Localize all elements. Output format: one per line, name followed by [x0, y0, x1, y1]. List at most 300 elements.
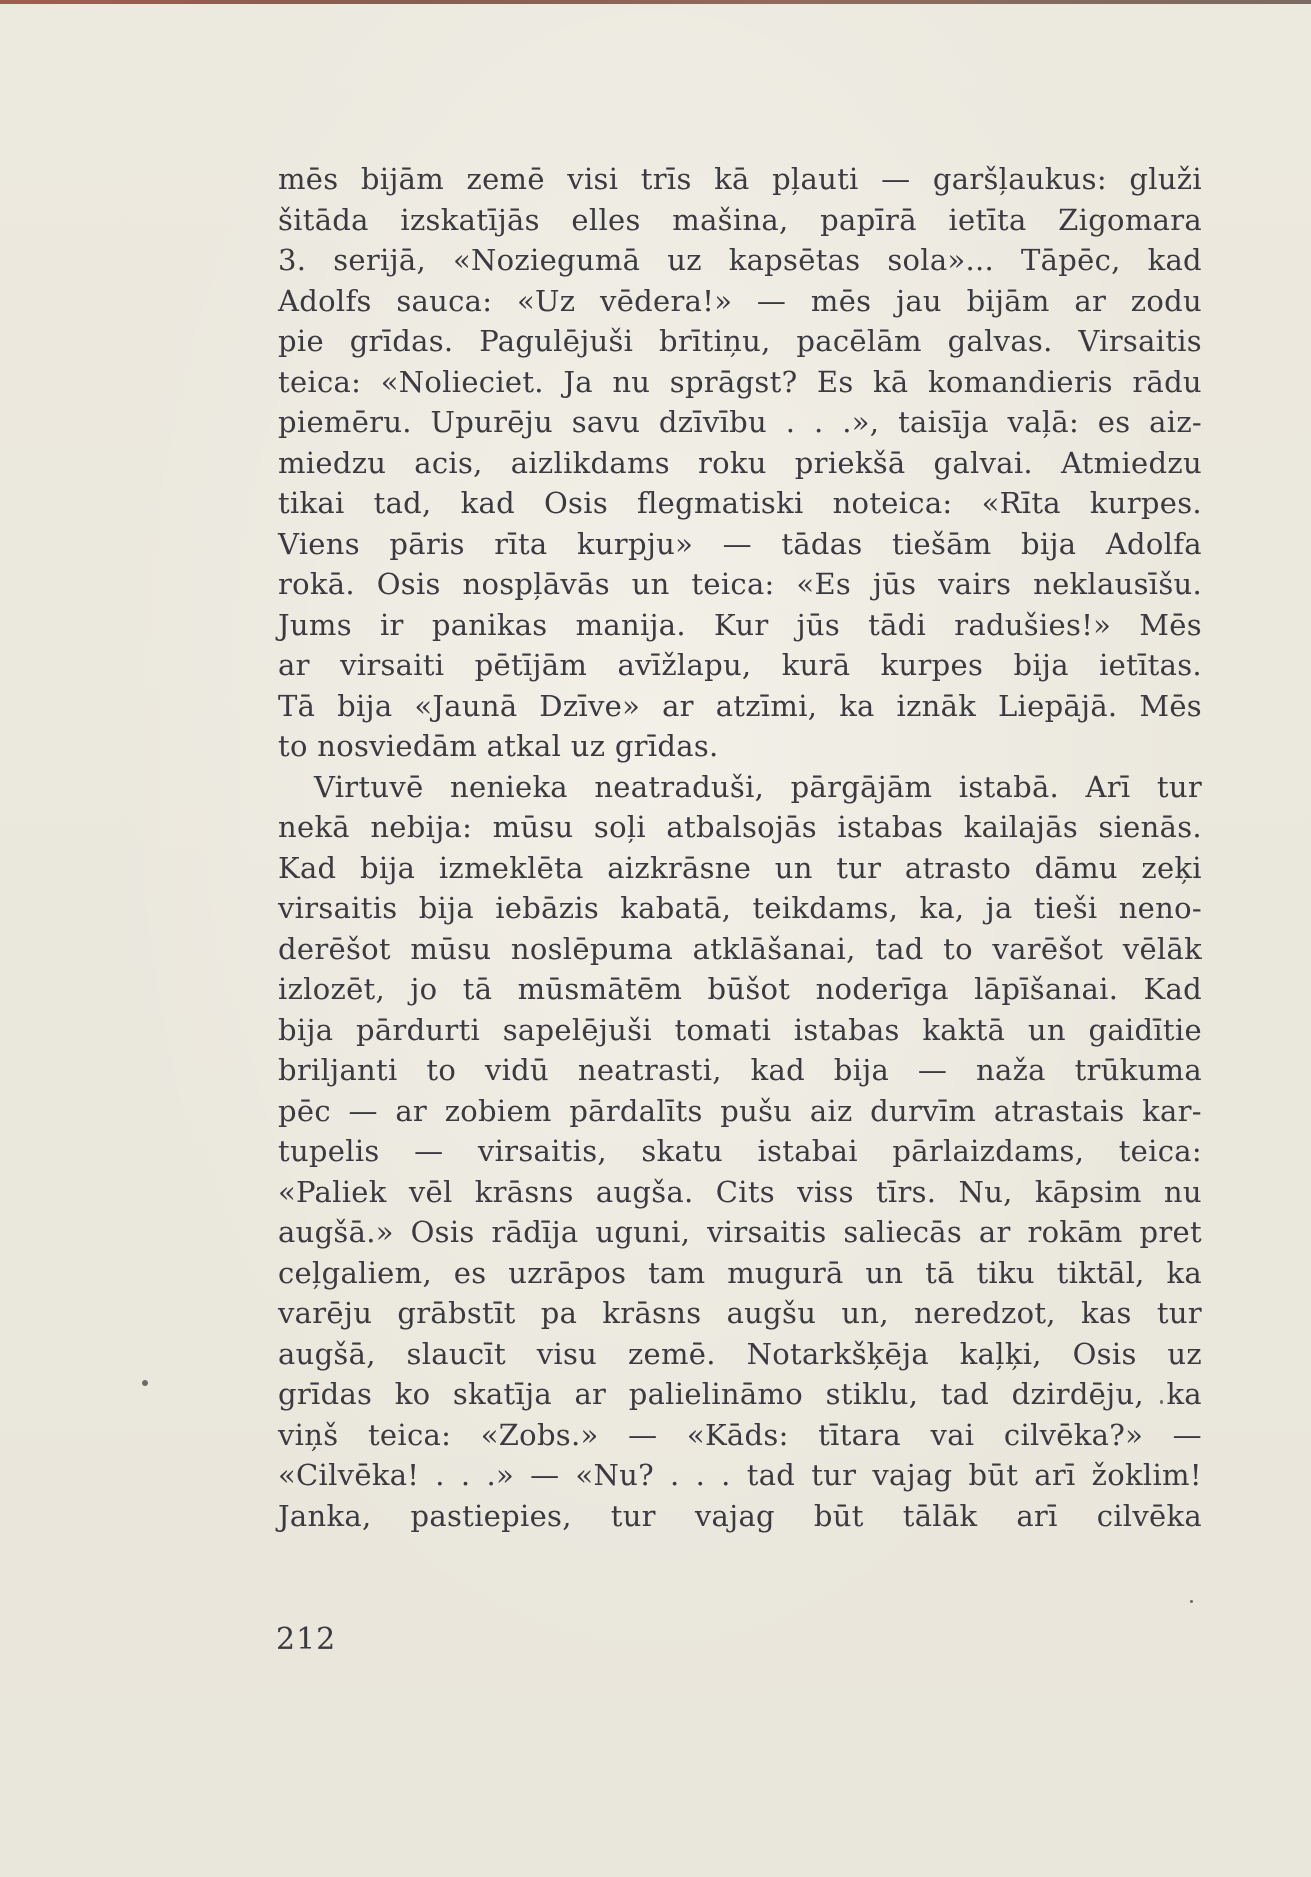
word: zeķi	[1141, 850, 1202, 885]
text-line	[278, 1215, 1202, 1256]
word: ar	[574, 1377, 607, 1411]
word: pa	[540, 1296, 578, 1330]
word: Mēs	[1139, 688, 1202, 723]
word: «Paliek	[278, 1174, 387, 1209]
word: priekšā	[794, 445, 906, 480]
text-line	[278, 324, 1202, 365]
word: «Es	[796, 567, 852, 601]
text-line	[278, 810, 1202, 851]
word: pušu	[720, 1093, 793, 1128]
word: .	[460, 1458, 471, 1492]
word: Osis	[1072, 1336, 1137, 1371]
word: —	[348, 1093, 378, 1128]
word: uz	[667, 243, 702, 277]
word: mugurā	[727, 1255, 844, 1290]
word: varēšot	[992, 931, 1104, 966]
word: gluži	[1129, 162, 1202, 196]
word: kurpju»	[576, 526, 694, 561]
word: trīs	[640, 162, 692, 196]
text-line	[278, 648, 1202, 689]
word: teica:	[367, 1417, 452, 1452]
word: ceļgaliem,	[278, 1255, 432, 1290]
word: to	[426, 1053, 457, 1087]
word: Jums	[278, 607, 352, 642]
word: uguni,	[595, 1215, 691, 1249]
word: savu	[571, 405, 641, 439]
word: trūkuma	[1074, 1053, 1202, 1087]
word: būšot	[707, 972, 791, 1006]
word: tālāk	[902, 1498, 978, 1533]
word: .	[435, 1458, 445, 1492]
word: viņš	[278, 1417, 339, 1452]
word: dzirdēju,	[1011, 1377, 1144, 1411]
word: es	[453, 1255, 487, 1290]
word: uzrāpos	[508, 1255, 627, 1290]
text-line	[278, 446, 1202, 487]
word: šitāda	[278, 202, 369, 237]
word: jūs	[872, 567, 917, 601]
word: teica:	[691, 567, 775, 601]
word: mēs	[278, 162, 339, 196]
word: vēlāk	[1122, 931, 1202, 966]
word: skatīja	[452, 1377, 552, 1411]
word: grīdas	[278, 1377, 373, 1411]
word: tad,	[373, 486, 432, 520]
word: jūs	[796, 607, 841, 642]
word: sola»...	[887, 243, 995, 277]
word: Ja	[563, 364, 593, 399]
word: Notarkšķēja	[746, 1336, 929, 1371]
word: noslēpuma	[510, 931, 674, 966]
word: arī	[1016, 1498, 1058, 1533]
word: atklāšanai,	[692, 931, 856, 966]
word: «Zobs.»	[480, 1417, 599, 1452]
word: kad	[1147, 243, 1202, 277]
word: Virsaitis	[1078, 324, 1202, 358]
word: bija	[359, 850, 416, 885]
word: .	[670, 1458, 680, 1492]
word: Cits	[715, 1174, 775, 1209]
word: kurā	[781, 648, 851, 682]
word: varēju	[278, 1296, 373, 1330]
word: viss	[797, 1174, 854, 1209]
word: istabas	[793, 1012, 900, 1047]
word: cilvēka?»	[1003, 1417, 1144, 1452]
word: atzīmi,	[715, 688, 818, 723]
word: «Cilvēka!	[278, 1458, 420, 1492]
word: tā	[925, 1255, 955, 1290]
word: .	[814, 405, 824, 439]
word: panikas	[431, 607, 548, 642]
word: aiz	[809, 1093, 853, 1128]
word: aizkrāsne	[607, 850, 752, 885]
word: —	[628, 1417, 658, 1452]
word: bijām	[360, 162, 445, 196]
word: vajag	[872, 1458, 953, 1492]
word: —	[881, 162, 911, 196]
word: bija	[418, 891, 475, 925]
word: piemēru.	[278, 405, 412, 439]
word: vidū	[484, 1053, 550, 1087]
text-line	[278, 1256, 1202, 1297]
page-number: 212	[276, 1622, 337, 1657]
word: krāsns	[474, 1174, 574, 1209]
word: teica:	[1118, 1134, 1202, 1168]
word: «Kāds:	[686, 1417, 789, 1452]
word: virsaitis	[707, 1215, 827, 1249]
word: tad	[746, 1458, 796, 1492]
word: neno-	[1118, 891, 1202, 925]
text-line	[278, 1337, 1202, 1378]
text-line	[278, 1499, 1202, 1540]
word: tieši	[1033, 891, 1098, 925]
word: tā	[462, 972, 493, 1006]
word: atrastais	[993, 1093, 1125, 1128]
word: bija	[1021, 526, 1077, 561]
word: lāpīšanai.	[974, 972, 1119, 1006]
text-line	[278, 1094, 1202, 1135]
word: pret	[1139, 1215, 1202, 1249]
word: briljanti	[278, 1053, 398, 1087]
text-line	[278, 527, 1202, 568]
text-line	[278, 1296, 1202, 1337]
word: pārdalīts	[569, 1093, 703, 1128]
text-line	[278, 689, 1202, 730]
word: būt	[813, 1498, 864, 1533]
word: Osis	[410, 1215, 475, 1249]
word: sienās.	[1098, 810, 1202, 844]
word: flegmatiski	[637, 486, 804, 520]
word: un	[631, 567, 670, 601]
word: ar	[395, 1093, 428, 1128]
word: ka	[1166, 1255, 1202, 1290]
text-line	[278, 608, 1202, 649]
word: noderīga	[815, 972, 949, 1006]
word: palielināmo	[628, 1377, 804, 1411]
body-text	[278, 162, 1202, 1539]
word: zemē.	[627, 1336, 716, 1371]
word: garšļaukus:	[932, 162, 1107, 196]
word: tur	[1156, 1296, 1202, 1330]
text-line	[278, 1013, 1202, 1054]
word: izskatījās	[400, 202, 540, 237]
text-line	[278, 932, 1202, 973]
word: rādīja	[491, 1215, 579, 1249]
word: kad	[460, 486, 515, 520]
word: «Uz	[516, 283, 576, 318]
word: neklausīšu.	[1033, 567, 1202, 601]
word: roku	[697, 445, 767, 480]
word: kāpsim	[1034, 1174, 1142, 1209]
text-line	[278, 1053, 1202, 1094]
word: kurpes.	[1089, 486, 1202, 520]
text-line	[278, 405, 1202, 446]
text-line	[278, 203, 1202, 244]
word: to	[943, 931, 973, 966]
word: augšā,	[278, 1336, 376, 1371]
word: izlozēt,	[278, 972, 386, 1006]
text-line	[278, 486, 1202, 527]
word: galvas.	[947, 324, 1053, 358]
text-line	[278, 1175, 1202, 1216]
word: avīžlapu,	[617, 648, 752, 682]
word: uz	[1167, 1336, 1202, 1371]
word: krāsns	[602, 1296, 702, 1330]
word: virsaitis	[278, 891, 398, 925]
word: radušies!»	[954, 607, 1112, 642]
word: komandieris	[928, 364, 1113, 399]
word: mūsu	[410, 931, 492, 966]
word: tiktāl,	[1056, 1255, 1145, 1290]
word: ir	[379, 607, 404, 642]
word: «Jaunā	[414, 688, 518, 723]
word: .»,	[842, 405, 880, 439]
word: vēdera!»	[600, 283, 733, 318]
word: Es	[816, 364, 854, 399]
word: grābstīt	[397, 1296, 516, 1330]
word: un	[774, 850, 813, 885]
text-line	[278, 243, 1202, 284]
word: pārdurti	[355, 1012, 481, 1047]
word: .	[721, 1458, 731, 1492]
word: pļauti	[772, 162, 859, 196]
word: slaucīt	[406, 1336, 506, 1371]
text-line	[278, 284, 1202, 325]
text-line: to nosviedām atkal uz grīdas.	[278, 729, 719, 763]
text-line	[278, 1377, 1202, 1418]
text-line	[278, 1134, 1202, 1175]
word: Viens	[278, 526, 360, 561]
word: serijā,	[333, 243, 427, 277]
word: istabā.	[958, 769, 1060, 804]
word: Pagulējuši	[479, 324, 634, 358]
word: atbalsojās	[666, 810, 817, 844]
word: aizlikdams	[510, 445, 670, 480]
word: Upurēju	[430, 405, 554, 439]
word: pie	[278, 324, 324, 358]
word: būt	[968, 1458, 1019, 1492]
word: tur	[811, 1458, 857, 1492]
word: ko	[394, 1377, 431, 1411]
text-line	[278, 851, 1202, 892]
word: nebija:	[370, 810, 473, 844]
word: kas	[1081, 1296, 1132, 1330]
word: nenieka	[449, 769, 568, 804]
word: pāris	[389, 526, 465, 561]
word: vēl	[408, 1174, 453, 1209]
word: Mēs	[1139, 607, 1202, 642]
word: ka,	[919, 891, 965, 925]
word: .»	[486, 1458, 515, 1492]
word: visu	[536, 1336, 598, 1371]
word: neredzot,	[914, 1296, 1056, 1330]
paper-speck	[1160, 1400, 1163, 1404]
word: rādu	[1132, 364, 1202, 399]
word: ietīta	[948, 202, 1027, 237]
word: pēc	[278, 1093, 331, 1128]
word: bija	[833, 1053, 890, 1087]
word: cilvēka	[1096, 1498, 1202, 1533]
word: derēšot	[278, 931, 391, 966]
word: durvīm	[870, 1093, 977, 1128]
word: sauca:	[396, 283, 493, 318]
text-line	[278, 972, 1202, 1013]
word: Osis	[543, 486, 608, 520]
word: nu	[1163, 1174, 1202, 1209]
word: iebāzis	[495, 891, 600, 925]
word: kā	[714, 162, 750, 196]
word: —	[414, 1134, 444, 1168]
word: soļi	[593, 810, 646, 844]
page-top-edge	[0, 0, 1311, 4]
word: Kad	[278, 850, 337, 885]
word: kurpes	[880, 648, 984, 682]
word: tur	[610, 1498, 656, 1533]
word: grīdas.	[349, 324, 454, 358]
word: ka	[839, 688, 875, 723]
word: papīrā	[820, 202, 917, 237]
word: tiku	[976, 1255, 1035, 1290]
word: Adolfa	[1105, 526, 1202, 561]
word: Atmiedzu	[1060, 445, 1202, 480]
word: zodu	[1130, 283, 1202, 318]
word: augšu	[726, 1296, 817, 1330]
word: kaļķi,	[959, 1336, 1042, 1371]
word: pastiepies,	[410, 1498, 572, 1533]
text-line	[278, 1458, 1202, 1499]
word: zemē	[466, 162, 545, 196]
word: ar	[662, 688, 694, 723]
word: Arī	[1085, 769, 1131, 804]
word: tad	[875, 931, 924, 966]
word: Kur	[714, 607, 769, 642]
word: mēs	[810, 283, 872, 318]
word: tam	[648, 1255, 706, 1290]
word: tādas	[781, 526, 863, 561]
word: pārlaizdams,	[892, 1134, 1085, 1168]
word: tiešām	[892, 526, 992, 561]
word: pētījām	[474, 648, 588, 682]
word: «Nolieciet.	[380, 364, 544, 399]
word: aiz-	[1149, 405, 1202, 439]
word: bija	[337, 688, 393, 723]
word: tītara	[818, 1417, 901, 1452]
word: teica:	[278, 364, 362, 399]
word: Tā	[278, 688, 316, 723]
word: bija	[1013, 648, 1069, 682]
word: Kad	[1143, 972, 1202, 1006]
word: rokām	[1027, 1215, 1123, 1249]
word: Dzīve»	[539, 688, 641, 723]
text-line	[278, 567, 1202, 608]
word: kad	[750, 1053, 805, 1087]
word: rokā.	[278, 567, 355, 601]
word: galvai.	[933, 445, 1033, 480]
word: kā	[873, 364, 909, 399]
word: kaktā	[922, 1012, 1006, 1047]
word: izmeklēta	[438, 850, 584, 885]
word: skatu	[641, 1134, 723, 1168]
word: tad	[940, 1377, 990, 1411]
word: augšā.»	[278, 1215, 394, 1249]
word: —	[917, 1053, 948, 1087]
word: manija.	[575, 607, 686, 642]
word: un,	[841, 1296, 889, 1330]
word: .	[785, 405, 796, 439]
word: ietītas.	[1099, 648, 1202, 682]
word: kar-	[1142, 1093, 1202, 1128]
word: tikai	[278, 486, 345, 520]
word: bija	[278, 1012, 334, 1047]
word: teikdams,	[752, 891, 899, 925]
word: nekā	[278, 810, 350, 844]
word: —	[1172, 1417, 1202, 1452]
word: dzīvību	[658, 405, 768, 439]
word: jau	[896, 283, 942, 318]
word: miedzu	[278, 445, 387, 480]
word: tīrs.	[875, 1174, 937, 1209]
word: vajag	[694, 1498, 775, 1533]
word: noteica:	[832, 486, 953, 520]
word: tur	[1156, 769, 1202, 804]
word: Janka,	[278, 1498, 372, 1533]
word: ka	[1166, 1377, 1202, 1411]
word: brītiņu,	[659, 324, 771, 358]
word: rīta	[494, 526, 548, 561]
word: tomati	[674, 1012, 772, 1047]
word: Tāpēc,	[1021, 243, 1121, 277]
word: vai	[930, 1417, 975, 1452]
word: acis,	[414, 445, 483, 480]
paper-speck	[142, 1380, 148, 1386]
word: kailajās	[963, 810, 1078, 844]
word: ar	[278, 648, 310, 682]
word: zobiem	[444, 1093, 552, 1128]
word: tupelis	[278, 1134, 380, 1168]
word: Nu,	[958, 1174, 1013, 1209]
word: virsaiti	[340, 648, 445, 682]
word: 3.	[278, 243, 307, 277]
word: iznāk	[896, 688, 977, 723]
word: ar	[1074, 283, 1107, 318]
word: sprāgst?	[669, 364, 798, 399]
text-line	[278, 891, 1202, 932]
word: taisīja	[898, 405, 989, 439]
word: mūsmātēm	[517, 972, 683, 1006]
word: vairs	[938, 567, 1012, 601]
word: Virtuvē	[314, 769, 424, 804]
word: bijām	[966, 283, 1050, 318]
text-line	[278, 365, 1202, 406]
word: es	[1097, 405, 1131, 439]
word: «Noziegumā	[452, 243, 641, 277]
word: ja	[985, 891, 1013, 925]
word: un	[1027, 1012, 1066, 1047]
word: sapelējuši	[502, 1012, 652, 1047]
word: istabai	[757, 1134, 858, 1168]
word: naža	[976, 1053, 1046, 1087]
text-line	[278, 770, 1202, 811]
word: arī	[1034, 1458, 1076, 1492]
word: virsaitis,	[477, 1134, 607, 1168]
word: vaļā:	[1007, 405, 1080, 439]
paper-speck	[1190, 1600, 1193, 1603]
word: Osis	[376, 567, 441, 601]
word: gaidītie	[1088, 1012, 1202, 1047]
word: saliecās	[843, 1215, 963, 1249]
word: mašina,	[672, 202, 789, 237]
word: augša.	[595, 1174, 694, 1209]
